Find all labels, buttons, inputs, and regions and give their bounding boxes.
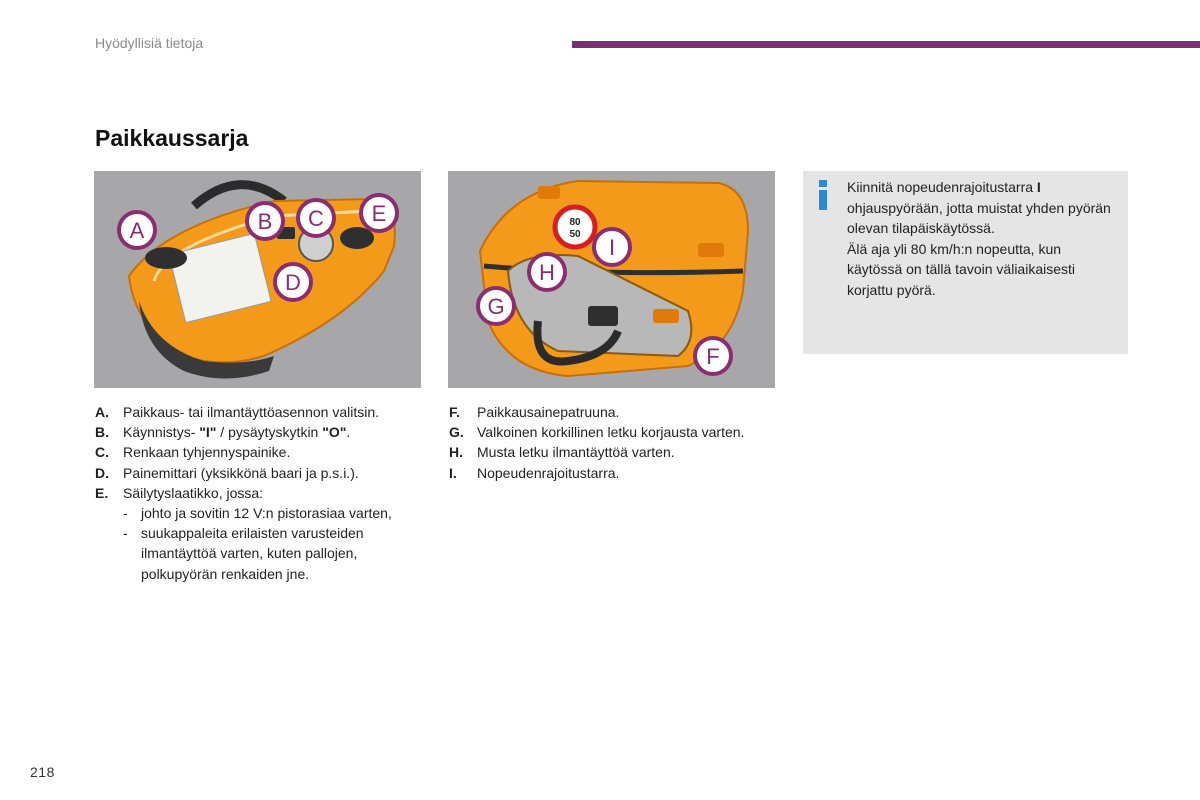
svg-text:A: A	[129, 218, 145, 243]
foot-pad	[698, 243, 724, 257]
svg-text:C: C	[308, 206, 324, 231]
callout-e	[361, 195, 397, 231]
svg-text:G: G	[487, 294, 505, 319]
legend-item-h: H. Musta letku ilmantäyttöä varten.	[449, 444, 675, 461]
callout-h	[529, 254, 565, 290]
kit-underside-illustration	[448, 171, 775, 388]
info-note-box	[803, 171, 1128, 354]
figure-kit-underside	[448, 171, 775, 388]
svg-text:H: H	[539, 260, 555, 285]
legend-subitem: - johto ja sovitin 12 V:n pistorasiaa varten,	[123, 505, 392, 522]
sticker-speed-top: 80	[569, 217, 581, 228]
callout-g	[478, 288, 514, 324]
svg-text:B: B	[257, 209, 273, 234]
legend-item-g: G. Valkoinen korkillinen letku korjausta varten.	[449, 424, 745, 441]
callout-d	[275, 264, 311, 300]
legend-item-e: E. Säilytyslaatikko, jossa: - johto ja sovitin 12 V:n pistorasiaa varten, - suukappaleita erilaisten varusteiden ilmantäyttöä varten, kuten pallojen, polkupyörän renkaiden jne.	[95, 483, 415, 584]
figure-compressor-kit	[94, 171, 421, 388]
legend-kit-underside	[449, 402, 789, 483]
svg-text:F: F	[706, 344, 720, 369]
callout-a	[119, 212, 155, 248]
header-accent-bar	[572, 41, 1200, 48]
callout-i	[594, 229, 630, 265]
legend-subitem: - suukappaleita erilaisten varusteiden ilmantäyttöä varten, kuten pallojen, polkupyörän renkaiden jne.	[123, 525, 364, 582]
selector-knob	[145, 247, 187, 269]
storage-lid	[340, 227, 374, 249]
sticker-speed-bottom: 50	[569, 229, 581, 240]
info-note-paragraph: Kiinnitä nopeudenrajoitustarra I ohjauspyörään, jotta muistat yhden pyörän olevan tilapäiskäytössä.	[847, 179, 1111, 236]
section-label: Hyödyllisiä tietoja	[95, 35, 204, 51]
legend-item-a: A. Paikkaus- tai ilmantäyttöasennon valitsin.	[95, 404, 380, 420]
info-icon	[818, 180, 828, 210]
sealant-cartridge	[588, 306, 618, 326]
legend-item-i: I. Nopeudenrajoitustarra.	[449, 464, 620, 481]
info-note-speed-warning: Älä aja yli 80 km/h:n nopeutta, kun käytössä on tällä tavoin väliaikaisesti korjattu pyörä.	[847, 240, 1076, 298]
foot-pad	[653, 309, 679, 323]
legend-item-f: F. Paikkausainepatruuna.	[449, 404, 620, 420]
page-number: 218	[30, 764, 55, 780]
foot-pad	[538, 186, 560, 199]
callout-f	[695, 338, 731, 374]
compressor-kit-illustration	[94, 171, 421, 388]
legend-compressor-kit	[95, 402, 415, 584]
svg-text:D: D	[285, 270, 301, 295]
legend-item-d: D. Painemittari (yksikkönä baari ja p.s.i.).	[95, 464, 359, 481]
svg-text:E: E	[371, 201, 387, 226]
legend-item-b: B. Käynnistys- "I" / pysäytyskytkin "O".	[95, 424, 351, 441]
legend-item-c: C. Renkaan tyhjennyspainike.	[95, 444, 291, 461]
callout-c	[298, 200, 334, 236]
callout-b	[247, 203, 283, 239]
svg-text:I: I	[608, 235, 616, 260]
page-title: Paikkaussarja	[95, 125, 249, 151]
